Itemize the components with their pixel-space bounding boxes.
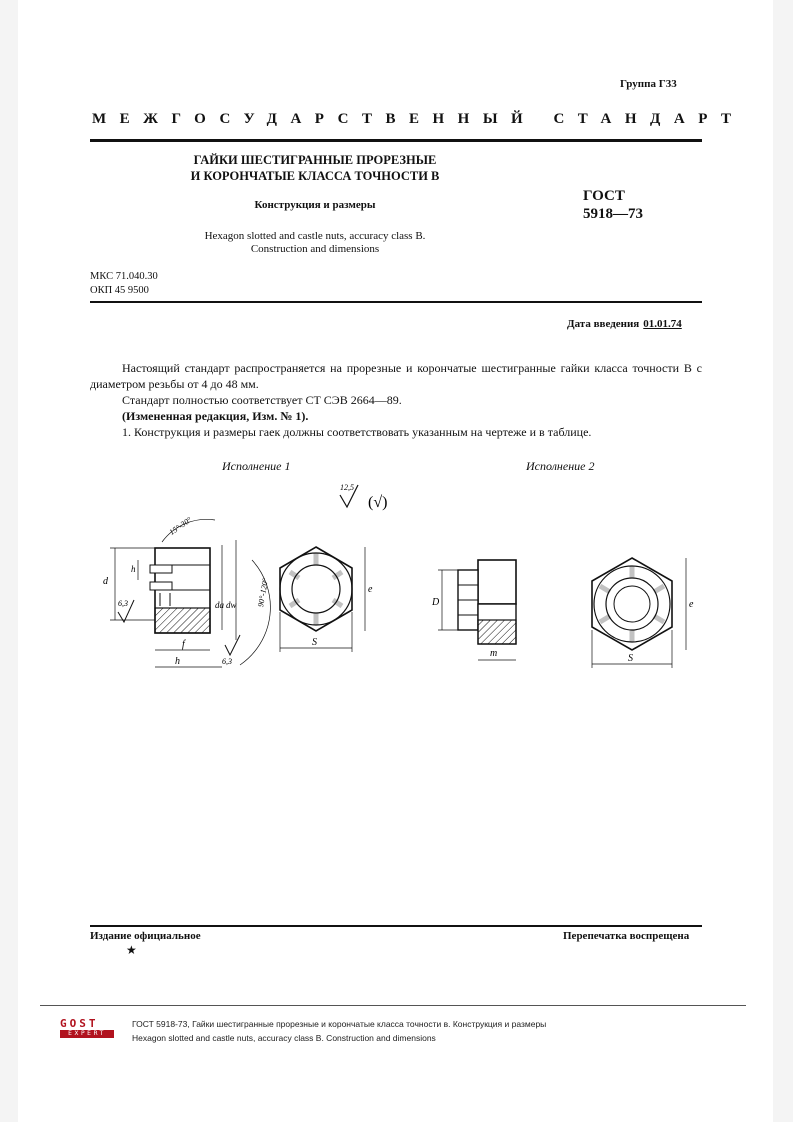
- label-h: h: [131, 564, 136, 574]
- classification-codes: МКС 71.040.30 ОКП 45 9500: [90, 271, 158, 296]
- caption-version-1: Исполнение 1: [222, 459, 291, 473]
- nut-top-view-2: [592, 558, 694, 668]
- label-D: D: [432, 597, 440, 608]
- group-code: Группа Г33: [620, 78, 677, 90]
- footer-reference-en: Hexagon slotted and castle nuts, accuracy class B. Construction and dimensions: [132, 1032, 436, 1043]
- caption-version-2: Исполнение 2: [526, 459, 595, 473]
- nut-top-view-1: [280, 547, 373, 652]
- official-edition-note: Издание официальное: [90, 930, 201, 942]
- label-h2: h: [175, 656, 180, 667]
- label-angle-2: 90°-120°: [256, 577, 271, 608]
- label-angle-1: 15°-30°: [167, 515, 194, 537]
- label-s2: S: [628, 653, 633, 664]
- nut-side-view-2: [431, 560, 516, 660]
- roughness-paren: (√): [368, 494, 388, 511]
- label-f: f: [182, 639, 185, 650]
- introduction-date: Дата введения 01.01.74: [567, 318, 682, 330]
- roughness-symbol: [340, 483, 387, 511]
- label-roughness-a: 6,3: [118, 599, 128, 608]
- english-title: Hexagon slotted and castle nuts, accuracy class B. Construction and dimensions: [204, 230, 426, 255]
- page-footer-divider: [40, 1005, 746, 1006]
- label-d: d: [103, 576, 108, 587]
- document-subtitle: Конструкция и размеры: [254, 199, 376, 211]
- label-da: da: [215, 600, 224, 610]
- gost-expert-logo[interactable]: GOST EXPERT: [60, 1018, 114, 1040]
- gost-number: ГОСТ 5918—73: [583, 188, 643, 222]
- reprint-note: Перепечатка воспрещена: [563, 930, 690, 942]
- label-s1: S: [312, 637, 317, 648]
- label-e1: e: [368, 584, 373, 595]
- footer-rule: [90, 925, 702, 927]
- label-e2: e: [689, 599, 694, 610]
- document-title: ГАЙКИ ШЕСТИГРАННЫЕ ПРОРЕЗНЫЕ И КОРОНЧАТЫЕ КЛАССА ТОЧНОСТИ В: [190, 153, 440, 183]
- label-dw: dw: [226, 600, 237, 610]
- paragraph-amendment: (Измененная редакция, Изм. № 1).: [122, 409, 309, 423]
- label-m: m: [490, 648, 498, 659]
- paragraph-compliance: Стандарт полностью соответствует СТ СЭВ 2664—89.: [122, 393, 402, 407]
- star-mark: ★: [126, 943, 137, 957]
- footer-reference-ru: ГОСТ 5918-73, Гайки шестигранные прорезные и корончатые класса точности в. Конструкция и размеры: [132, 1019, 547, 1029]
- nut-side-view-1: [103, 515, 270, 667]
- footer-reference: [132, 1018, 546, 1045]
- roughness-value: 12,5: [340, 483, 354, 492]
- paragraph-clause-1: 1. Конструкция и размеры гаек должны соответствовать указанным на чертеже и в таблице.: [122, 425, 592, 439]
- standard-type-heading: МЕЖГОСУДАРСТВЕННЫЙ СТАНДАРТ: [92, 111, 745, 127]
- paragraph-scope: Настоящий стандарт распространяется на прорезные и корончатые шестигранные гайки класса точности В с диаметром резьбы от 4 до 48 мм.: [90, 361, 702, 391]
- label-roughness-b: 6,3: [222, 657, 232, 666]
